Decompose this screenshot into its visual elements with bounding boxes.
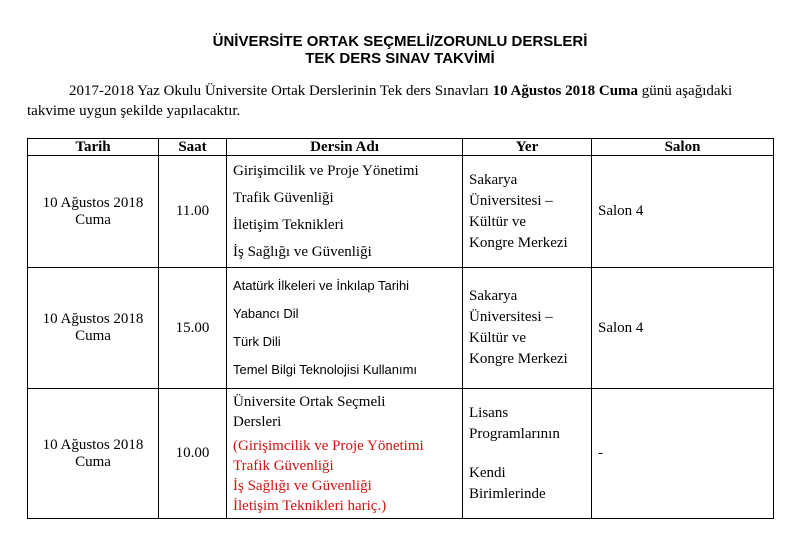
day-line: Cuma [75,328,111,344]
day-line: Cuma [75,453,111,470]
header-salon: Salon [592,139,774,156]
day-line: Cuma [75,211,111,228]
course-cell [227,389,463,519]
location-line: Kendi [469,464,506,481]
course-item: Trafik Güvenliği [233,189,334,206]
location-line: Kongre Merkezi [469,234,568,251]
excluded-course: İletişim Teknikleri hariç.) [233,497,387,514]
location-line: Sakarya [469,288,518,304]
location-line: Lisans [469,404,509,421]
course-item: Atatürk İlkeleri ve İnkılap Tarihi [233,278,410,293]
date-cell [28,156,159,268]
course-heading-line: Üniversite Ortak Seçmeli [233,393,386,410]
course-cell [227,156,463,268]
date-line: 10 Ağustos 2018 [42,194,144,211]
location-line: Programlarının [469,425,560,442]
page-subtitle: TEK DERS SINAV TAKVİMİ [305,50,495,67]
location-line: Kongre Merkezi [469,351,568,367]
table-header-row [28,139,774,156]
location-cell [463,268,592,389]
salon-cell: Salon 4 [592,268,774,389]
intro-text-part1: 2017-2018 Yaz Okulu Üniversite Ortak Derslerinin Tek ders Sınavları [69,83,493,99]
intro-text-part2: günü aşağıdaki [638,83,733,99]
course-item: Yabancı Dil [233,306,299,321]
table-row [28,268,774,389]
excluded-course: Trafik Güvenliği [233,457,334,474]
course-item: Türk Dili [233,334,281,349]
date-cell [28,389,159,519]
course-item: İş Sağlığı ve Güvenliği [233,243,372,260]
location-line: Birimlerinde [469,485,546,502]
page-title: ÜNİVERSİTE ORTAK SEÇMELİ/ZORUNLU DERSLERİ [212,33,588,50]
salon-cell: - [592,389,774,519]
intro-date: 10 Ağustos 2018 Cuma [492,83,639,99]
table-row [28,156,774,268]
date-line: 10 Ağustos 2018 [42,311,144,327]
header-yer: Yer [463,139,592,156]
date-cell [28,268,159,389]
location-cell [463,389,592,519]
exam-schedule-table [27,138,774,519]
course-heading-line: Dersleri [233,413,282,430]
course-cell [227,268,463,389]
excluded-course: (Girişimcilik ve Proje Yönetimi [233,437,424,454]
location-line: Üniversitesi – [469,192,553,209]
time-cell: 15.00 [159,268,227,389]
header-saat: Saat [159,139,227,156]
time-cell: 11.00 [159,156,227,268]
header-tarih: Tarih [28,139,159,156]
location-cell [463,156,592,268]
location-line: Kültür ve [469,213,527,230]
intro-paragraph [27,81,777,121]
time-cell: 10.00 [159,389,227,519]
table-row [28,389,774,519]
intro-text-line2: takvime uygun şekilde yapılacaktır. [27,103,241,119]
course-item: Girişimcilik ve Proje Yönetimi [233,162,419,179]
location-line: Kültür ve [469,330,527,346]
location-line: Üniversitesi – [469,309,553,325]
salon-cell: Salon 4 [592,156,774,268]
location-line: Sakarya [469,171,518,188]
course-item: Temel Bilgi Teknolojisi Kullanımı [233,362,418,377]
course-item: İletişim Teknikleri [233,216,344,233]
excluded-course: İş Sağlığı ve Güvenliği [233,477,372,494]
header-dersin-adi: Dersin Adı [227,139,463,156]
date-line: 10 Ağustos 2018 [42,436,144,453]
